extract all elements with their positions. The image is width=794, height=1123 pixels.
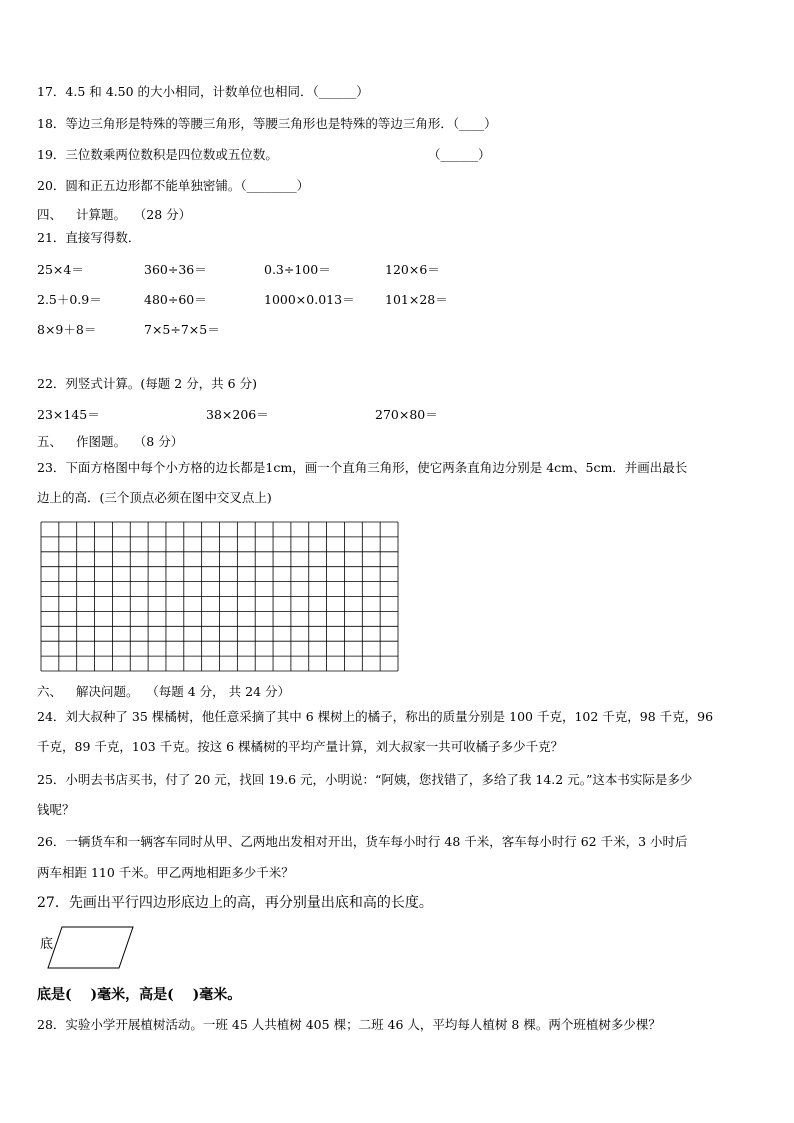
question-22: 22．列竖式计算。(每题 2 分，共 6 分) [37,376,257,391]
base-label: 底 [40,937,54,952]
section-5-score: （8 分） [140,434,184,449]
calc-item: 360÷36＝ [144,262,207,277]
section-5-number: 五、 [37,434,63,449]
question-17: 17．4.5 和 4.50 的大小相同，计数单位也相同．（______） [37,84,369,99]
section-4-heading [37,205,205,223]
square-grid[interactable] [40,521,400,673]
calc-item: 120×6＝ [385,262,440,277]
section-6-heading [37,682,304,700]
calc-item: 480÷60＝ [144,292,207,307]
section-4-title: 计算题。 [76,207,127,222]
parallelogram-figure [40,924,140,972]
calc-item: 8×9＋8＝ [37,322,97,337]
question-25-line-2: 钱呢？ [37,802,75,817]
calc-item: 0.3÷100＝ [264,262,331,277]
section-4-number: 四、 [37,207,63,222]
question-18: 18．等边三角形是特殊的等腰三角形，等腰三角形也是特殊的等边三角形．（____） [37,116,497,131]
section-4-score: （28 分） [140,207,192,222]
section-6-number: 六、 [37,684,63,699]
question-25-line-1: 25．小明去书店买书，付了 20 元，找回 19.6 元，小明说：“阿姨，您找错了，多给了我 14.2 元。”这本书实际是多少 [37,772,693,787]
calc-item: 2.5＋0.9＝ [37,292,102,307]
question-27: 27．先画出平行四边形底边上的高，再分别量出底和高的长度。 [37,895,433,911]
question-24-line-2: 千克，89 千克，103 千克。按这 6 棵橘树的平均产量计算，刘大叔家一共可收橘子多少千克？ [37,739,564,754]
calc-item: 101×28＝ [385,292,448,307]
section-6-score: （每题 4 分， 共 24 分） [152,684,291,699]
vertical-calc-item: 38×206＝ [206,407,269,422]
calc-item: 1000×0.013＝ [264,292,355,307]
question-23-line-2: 边上的高．(三个顶点必须在图中交叉点上) [37,490,272,505]
question-20: 20．圆和正五边形都不能单独密铺。（________） [37,178,310,193]
section-5-title: 作图题。 [76,434,127,449]
calc-item: 7×5÷7×5＝ [144,322,220,337]
question-19-answer-blank: （______） [428,147,491,162]
question-23-line-1: 23．下面方格图中每个小方格的边长都是1cm，画一个直角三角形，使它两条直角边分别是 4cm、5cm．并画出最长 [37,460,688,475]
question-28: 28．实验小学开展植树活动。一班 45 人共植树 405 棵；二班 46 人，平均每人植树 8 棵。两个班植树多少棵？ [37,1017,661,1032]
question-19: 19．三位数乘两位数积是四位数或五位数。 [37,147,278,162]
question-27-answer: 底是( )毫米，高是( )毫米。 [37,987,242,1003]
vertical-calc-item: 270×80＝ [375,407,438,422]
section-6-title: 解决问题。 [76,684,139,699]
parallelogram-shape [48,927,133,968]
calc-item: 25×4＝ [37,262,84,277]
question-24-line-1: 24．刘大叔种了 35 棵橘树，他任意采摘了其中 6 棵树上的橘子，称出的质量分别是 100 千克，102 千克，98 千克，96 [37,709,714,724]
vertical-calc-item: 23×145＝ [37,407,100,422]
question-26-line-1: 26．一辆货车和一辆客车同时从甲、乙两地出发相对开出，货车每小时行 48 千米，客车每小时行 62 千米，3 小时后 [37,834,688,849]
section-5-heading [37,432,197,450]
question-21: 21．直接写得数． [37,230,141,245]
question-26-line-2: 两车相距 110 千米。甲乙两地相距多少千米？ [37,865,294,880]
